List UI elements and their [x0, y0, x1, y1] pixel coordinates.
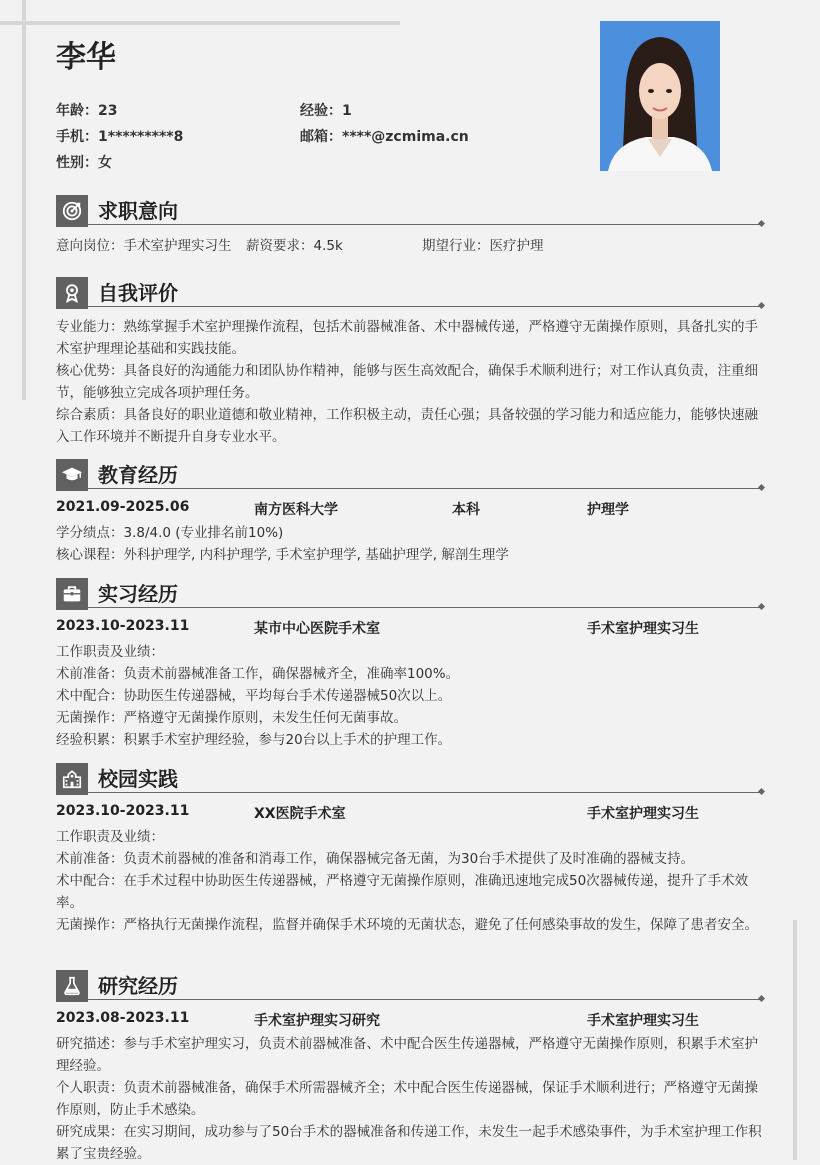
internship-header-row: [56, 616, 764, 638]
section-header: [56, 578, 764, 610]
campus-line: 无菌操作：严格执行无菌操作流程，监督并确保手术环境的无菌状态，避免了任何感染事故的发生，保障了患者安全。: [56, 917, 758, 933]
divider-end-marker: [758, 995, 765, 1002]
research-date: 2023.08-2023.11: [56, 1010, 190, 1026]
section-title: 自我评价: [98, 281, 178, 305]
graduation-cap-icon: [56, 459, 88, 491]
research-body: [56, 1033, 764, 1165]
right-decor-bar: [793, 920, 797, 1160]
email-field: [300, 127, 469, 147]
internship-line: 术中配合：协助医生传递器械，平均每台手术传递器械50次以上。: [56, 688, 452, 704]
section-job-intent: [56, 195, 764, 257]
section-header: [56, 277, 764, 309]
age-value: 23: [98, 103, 118, 119]
intent-position: 意向岗位：手术室护理实习生: [56, 238, 232, 254]
candidate-name: 李华: [56, 40, 116, 75]
age-label: 年龄：: [56, 103, 98, 119]
education-major: 护理学: [587, 502, 629, 518]
section-header: [56, 459, 764, 491]
research-role: 手术室护理实习生: [587, 1013, 699, 1029]
research-line: 研究成果：在实习期间，成功参与了50台手术的器械准备和传递工作，未发生一起手术感染事件，为手术室护理工作积累了宝贵经验。: [56, 1124, 762, 1162]
phone-value: 1*********8: [98, 129, 184, 145]
internship-line: 无菌操作：严格遵守无菌操作原则，未发生任何无菌事故。: [56, 710, 407, 726]
section-header: [56, 763, 764, 795]
section-self-evaluation: [56, 277, 764, 448]
school-building-icon: [56, 763, 88, 795]
email-value: ****@zcmima.cn: [342, 129, 469, 145]
divider-end-marker: [758, 484, 765, 491]
intent-row: [56, 235, 764, 257]
left-decor-bar: [22, 0, 26, 400]
section-header: [56, 195, 764, 227]
divider-end-marker: [758, 220, 765, 227]
research-line: 研究描述：参与手术室护理实习，负责术前器械准备、术中配合医生传递器械，严格遵守无菌操作原则，积累手术室护理经验。: [56, 1036, 758, 1074]
section-education: [56, 459, 764, 566]
gender-value: 女: [98, 155, 112, 171]
campus-line: 术中配合：在手术过程中协助医生传递器械，严格遵守无菌操作原则，准确迅速地完成50次器械传递，提升了手术效率。: [56, 873, 749, 911]
self-eval-paragraph: 专业能力：熟练掌握手术室护理操作流程，包括术前器械准备、术中器械传递，严格遵守无菌操作原则，具备扎实的手术室护理理论基础和实践技能。: [56, 319, 758, 357]
intent-industry: 期望行业：医疗护理: [422, 238, 544, 254]
profile-photo: [600, 21, 720, 171]
experience-label: 经验：: [300, 103, 342, 119]
internship-line: 术前准备：负责术前器械准备工作，确保器械齐全，准确率100%。: [56, 666, 460, 682]
experience-value: 1: [342, 103, 352, 119]
internship-date: 2023.10-2023.11: [56, 618, 190, 634]
email-label: 邮箱：: [300, 129, 342, 145]
section-header: [56, 970, 764, 1002]
section-title: 求职意向: [98, 199, 178, 223]
education-header-row: [56, 497, 764, 519]
divider-end-marker: [758, 302, 765, 309]
section-divider: [88, 607, 762, 608]
section-divider: [88, 224, 762, 225]
section-campus-practice: [56, 763, 764, 936]
internship-role: 手术室护理实习生: [587, 621, 699, 637]
award-icon: [56, 277, 88, 309]
target-icon: [56, 195, 88, 227]
research-header-row: [56, 1008, 764, 1030]
education-line: 核心课程：外科护理学, 内科护理学, 手术室护理学, 基础护理学, 解剖生理学: [56, 547, 509, 563]
flask-icon: [56, 970, 88, 1002]
phone-label: 手机：: [56, 129, 98, 145]
research-project: 手术室护理实习研究: [254, 1013, 380, 1029]
divider-end-marker: [758, 788, 765, 795]
campus-header-row: [56, 801, 764, 823]
education-body: [56, 522, 764, 566]
section-title: 实习经历: [98, 582, 178, 606]
self-eval-body: [56, 316, 764, 448]
portrait-illustration: [600, 21, 720, 171]
gender-field: [56, 153, 112, 173]
self-eval-paragraph: 综合素质：具备良好的职业道德和敬业精神，工作积极主动，责任心强；具备较强的学习能力和适应能力，能够快速融入工作环境并不断提升自身专业水平。: [56, 407, 758, 445]
section-divider: [88, 306, 762, 307]
internship-line: 经验积累：积累手术室护理经验，参与20台以上手术的护理工作。: [56, 732, 452, 748]
top-decor-bar: [0, 21, 400, 25]
self-eval-paragraph: 核心优势：具备良好的沟通能力和团队协作精神，能够与医生高效配合，确保手术顺利进行；对工作认真负责，注重细节，能够独立完成各项护理任务。: [56, 363, 758, 401]
phone-field: [56, 127, 183, 147]
divider-end-marker: [758, 603, 765, 610]
gender-label: 性别：: [56, 155, 98, 171]
section-divider: [88, 999, 762, 1000]
education-line: 学分绩点：3.8/4.0 (专业排名前10%): [56, 525, 284, 541]
campus-role: 手术室护理实习生: [587, 806, 699, 822]
research-line: 个人职责：负责术前器械准备，确保手术所需器械齐全；术中配合医生传递器械，保证手术顺利进行；严格遵守无菌操作原则，防止手术感染。: [56, 1080, 758, 1118]
internship-org: 某市中心医院手术室: [254, 621, 380, 637]
education-degree: 本科: [452, 502, 480, 518]
campus-line: 工作职责及业绩：: [56, 829, 164, 845]
internship-line: 工作职责及业绩：: [56, 644, 164, 660]
campus-line: 术前准备：负责术前器械的准备和消毒工作，确保器械完备无菌，为30台手术提供了及时准确的器械支持。: [56, 851, 695, 867]
age-field: [56, 101, 117, 121]
intent-salary: 薪资要求：4.5k: [246, 238, 343, 254]
campus-org: XX医院手术室: [254, 806, 346, 822]
section-title: 研究经历: [98, 974, 178, 998]
campus-body: [56, 826, 764, 936]
briefcase-icon: [56, 578, 88, 610]
section-internship: [56, 578, 764, 751]
internship-body: [56, 641, 764, 751]
section-divider: [88, 792, 762, 793]
section-divider: [88, 488, 762, 489]
section-title: 教育经历: [98, 463, 178, 487]
campus-date: 2023.10-2023.11: [56, 803, 190, 819]
section-research: [56, 970, 764, 1165]
education-date: 2021.09-2025.06: [56, 499, 190, 515]
section-title: 校园实践: [98, 767, 178, 791]
experience-field: [300, 101, 352, 121]
education-school: 南方医科大学: [254, 502, 338, 518]
